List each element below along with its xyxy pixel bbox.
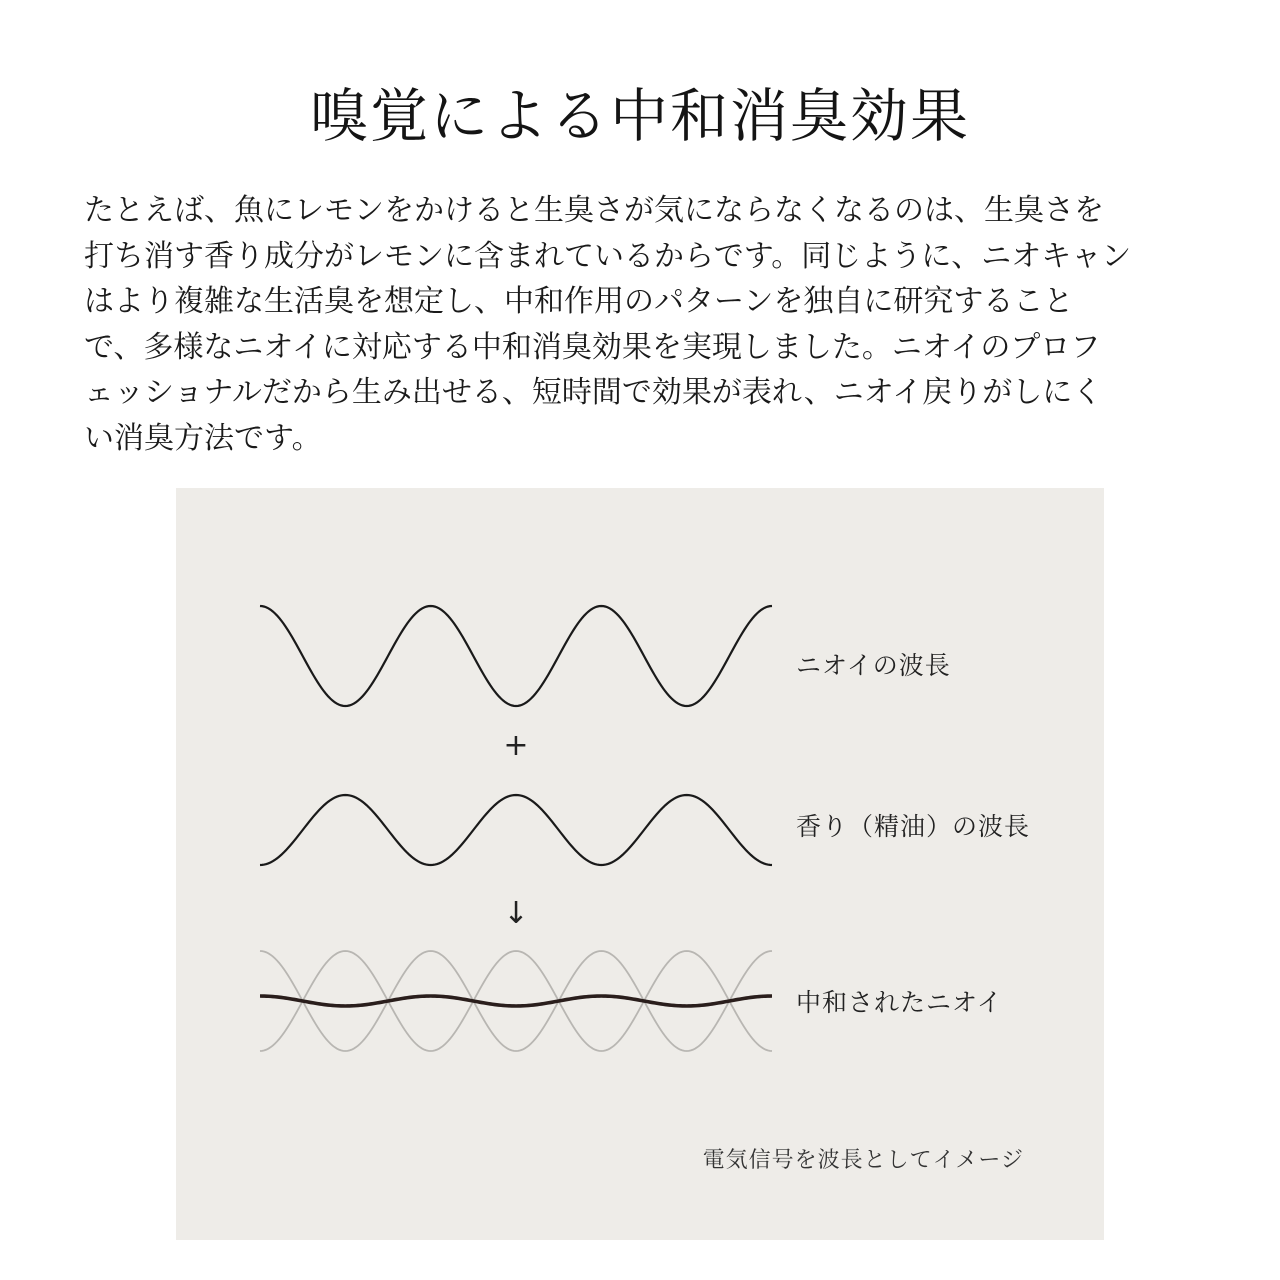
down-arrow-icon: ↓ <box>503 896 529 931</box>
plus-symbol: + <box>503 728 529 763</box>
ghost-wave-line-b <box>260 951 772 1051</box>
odor-wave-line <box>260 606 772 706</box>
intro-line: ェッショナルだから生み出せる、短時間で効果が表れ、ニオイ戻りがしにく <box>84 375 1103 410</box>
scent-wave-line <box>260 795 772 865</box>
intro-line: 打ち消す香り成分がレモンに含まれているからです。同じように、ニオキャン <box>84 238 1132 274</box>
wave-diagram-panel <box>176 488 1104 1240</box>
neutralized-wave-label: 中和されたニオイ <box>796 988 1003 1017</box>
intro-line: い消臭方法です。 <box>84 420 322 456</box>
neutralized-wave-line <box>260 996 772 1006</box>
page-title: 嗅覚による中和消臭効果 <box>309 82 970 150</box>
intro-line: たとえば、魚にレモンをかけると生臭さが気にならなくなるのは、生臭さを <box>84 193 1104 228</box>
intro-paragraph <box>84 188 1204 461</box>
wave-diagram <box>176 488 1104 1240</box>
odor-wave-label: ニオイの波長 <box>796 651 951 680</box>
intro-line: はより複雑な生活臭を想定し、中和作用のパターンを独自に研究すること <box>84 284 1074 319</box>
intro-line: で、多様なニオイに対応する中和消臭効果を実現しました。ニオイのプロフ <box>84 329 1101 365</box>
diagram-caption: 電気信号を波長としてイメージ <box>702 1148 1024 1173</box>
scent-wave-label: 香り（精油）の波長 <box>796 812 1031 841</box>
ghost-wave-line-a <box>260 951 772 1051</box>
